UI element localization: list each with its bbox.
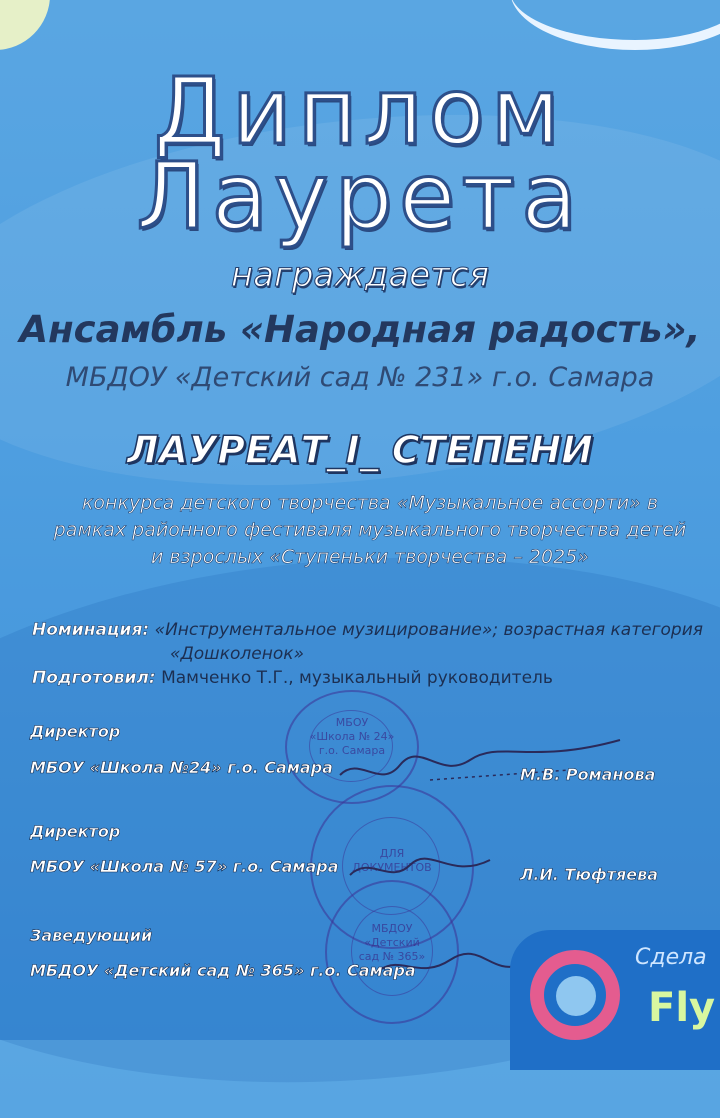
corner-decoration-right <box>510 0 720 50</box>
stamp2-line2: ДОКУМЕНТОВ <box>352 861 432 874</box>
stamp2-line1: ДЛЯ <box>379 847 405 860</box>
contest-line-3: и взрослых «Ступеньки творчества – 2025» <box>150 546 590 568</box>
signatory2-org: МБОУ «Школа № 57» г.о. Самара <box>30 857 339 876</box>
contest-description <box>20 490 720 571</box>
corner-decoration-left <box>0 0 50 50</box>
nomination <box>32 618 712 666</box>
signatory3-org: МБДОУ «Детский сад № 365» г.о. Самара <box>30 961 416 980</box>
brand-ring-center <box>556 976 596 1016</box>
nomination-value-line1: «Инструментальное музицирование»; возрастная категория <box>154 620 703 640</box>
signatory1-org: МБОУ «Школа №24» г.о. Самара <box>30 758 333 777</box>
recipient-organization: МБДОУ «Детский сад № 231» г.о. Самара <box>65 362 655 393</box>
signatory2-title: Директор <box>30 822 121 841</box>
contest-line-1: конкурса детского творчества «Музыкальное ассорти» в <box>81 492 659 514</box>
recipient-name: Ансамбль «Народная радость», <box>19 308 701 351</box>
contest-line-2: рамках районного фестиваля музыкального творчества детей <box>53 519 687 541</box>
prepared-by-value: Мамченко Т.Г., музыкальный руководитель <box>161 668 553 688</box>
brand-badge-text: Сдела <box>635 945 707 970</box>
stamp3-line3: сад № 365» <box>358 950 426 963</box>
signatory1-name: М.В. Романова <box>520 765 656 784</box>
nomination-value-line2: «Дошколенок» <box>170 644 304 664</box>
diploma-title-line2: Лаурета <box>136 143 584 250</box>
signatory3-title: Заведующий <box>30 926 153 945</box>
stamp1-line3: г.о. Самара <box>318 744 386 757</box>
signature-tyuftyaeva <box>340 850 500 890</box>
brand-badge-logo: Fly <box>648 985 716 1031</box>
stamp1-line2: «Школа № 24» <box>309 730 395 743</box>
prepared-by <box>32 668 553 688</box>
nomination-label: Номинация: <box>32 620 150 640</box>
diploma-title-line1: Диплом <box>153 58 567 165</box>
laureate-degree: ЛАУРЕАТ_I_ СТЕПЕНИ <box>127 428 593 472</box>
stamp3-line2: «Детский <box>364 936 420 949</box>
stamp1-line1: МБОУ <box>335 716 369 729</box>
signatory2-name: Л.И. Тюфтяева <box>520 865 659 884</box>
prepared-by-label: Подготовил: <box>32 668 156 688</box>
awarded-text: награждается <box>230 255 490 295</box>
signatory1-title: Директор <box>30 722 121 741</box>
stamp3-line1: МБДОУ <box>371 922 413 935</box>
